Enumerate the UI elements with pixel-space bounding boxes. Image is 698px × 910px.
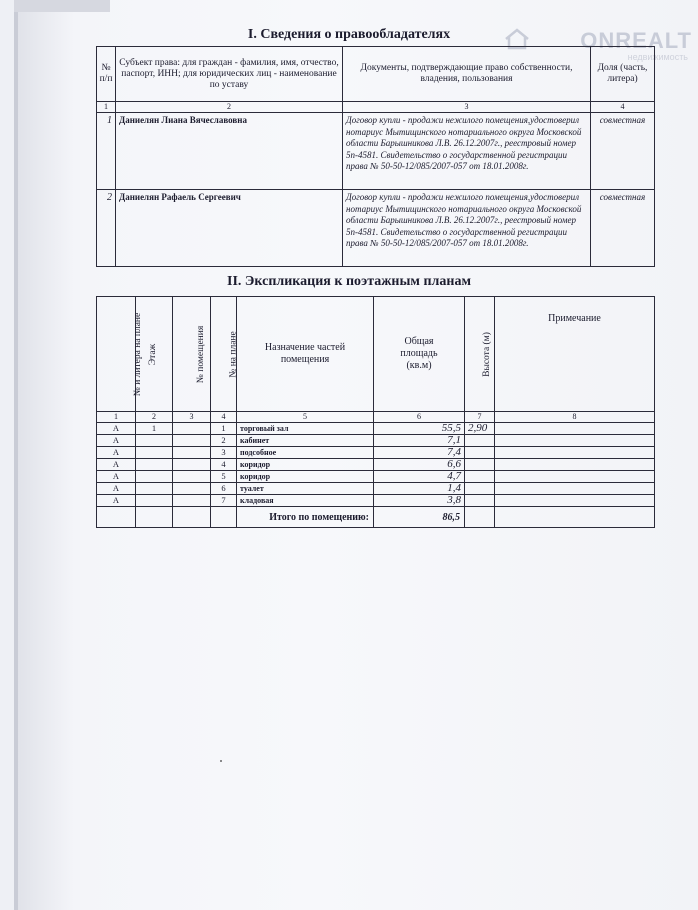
- table-row: [97, 435, 655, 447]
- owner-no: 1: [97, 113, 116, 190]
- row-room: [173, 435, 211, 447]
- header-height-cell: [465, 297, 495, 412]
- colnum: 4: [591, 102, 655, 113]
- paper-speck: [220, 760, 222, 762]
- row-litera: А: [97, 423, 136, 435]
- owners-table: [96, 46, 655, 267]
- row-plan-no: 5: [211, 471, 237, 483]
- header-share: Доля (часть, литера): [591, 47, 655, 102]
- owner-row: [97, 190, 655, 267]
- row-height: [465, 495, 495, 507]
- row-room: [173, 471, 211, 483]
- row-purpose: подсобное: [237, 447, 374, 459]
- row-floor: [136, 447, 173, 459]
- total-empty: [495, 507, 655, 528]
- owners-colnum-row: [97, 102, 655, 113]
- header-room: № помещения: [196, 325, 207, 384]
- table-row: [97, 447, 655, 459]
- colnum: 7: [465, 412, 495, 423]
- row-room: [173, 459, 211, 471]
- row-area: 1,4: [374, 483, 465, 495]
- header-purpose: Назначение частей помещения: [264, 342, 346, 365]
- row-area: 4,7: [374, 471, 465, 483]
- header-area: Общая площадь (кв.м): [400, 336, 438, 371]
- page-corner-shadow: [14, 0, 110, 12]
- colnum: 1: [97, 102, 116, 113]
- row-note: [495, 471, 655, 483]
- owner-share: совместная: [591, 113, 655, 190]
- table-row: [97, 495, 655, 507]
- row-purpose: кладовая: [237, 495, 374, 507]
- header-litera: № и литера на плане: [133, 312, 144, 397]
- header-subject: Субъект права: для граждан - фамилия, имя, отчество, паспорт, ИНН; для юридических лиц - наименование по уставу: [116, 47, 343, 102]
- row-room: [173, 447, 211, 459]
- page-fold-shadow: [14, 0, 18, 910]
- header-plan-no: № на плане: [228, 331, 239, 378]
- header-note-cell: [495, 297, 655, 412]
- row-litera: А: [97, 435, 136, 447]
- row-litera: А: [97, 447, 136, 459]
- row-note: [495, 459, 655, 471]
- header-note: Примечание: [548, 313, 601, 324]
- total-value: 86,5: [374, 507, 465, 528]
- row-plan-no: 6: [211, 483, 237, 495]
- row-purpose: торговый зал: [237, 423, 374, 435]
- row-note: [495, 447, 655, 459]
- total-empty: [211, 507, 237, 528]
- row-height: [465, 447, 495, 459]
- row-purpose: коридор: [237, 459, 374, 471]
- row-floor: [136, 435, 173, 447]
- row-room: [173, 423, 211, 435]
- total-empty: [136, 507, 173, 528]
- row-area: 55,5: [374, 423, 465, 435]
- colnum: 3: [343, 102, 591, 113]
- row-height: [465, 483, 495, 495]
- row-plan-no: 2: [211, 435, 237, 447]
- section1-title: I. Сведения о правообладателях: [247, 27, 451, 42]
- owner-name: Даниелян Рафаель Сергеевич: [116, 190, 343, 267]
- table-row: [97, 423, 655, 435]
- explication-colnum-row: [97, 412, 655, 423]
- owner-name: Даниелян Лиана Вячеславовна: [116, 113, 343, 190]
- row-note: [495, 435, 655, 447]
- owner-row: [97, 113, 655, 190]
- row-plan-no: 7: [211, 495, 237, 507]
- row-purpose: коридор: [237, 471, 374, 483]
- row-plan-no: 3: [211, 447, 237, 459]
- header-planno-cell: [211, 297, 237, 412]
- row-note: [495, 423, 655, 435]
- row-floor: [136, 495, 173, 507]
- row-floor: [136, 483, 173, 495]
- row-note: [495, 483, 655, 495]
- row-floor: [136, 459, 173, 471]
- header-room-cell: [173, 297, 211, 412]
- header-docs: Документы, подтверждающие право собственности, владения, пользования: [343, 47, 591, 102]
- row-area: 3,8: [374, 495, 465, 507]
- colnum: 2: [136, 412, 173, 423]
- total-empty: [173, 507, 211, 528]
- row-floor: [136, 471, 173, 483]
- owner-share: совместная: [591, 190, 655, 267]
- row-plan-no: 4: [211, 459, 237, 471]
- row-floor: 1: [136, 423, 173, 435]
- table-row: [97, 483, 655, 495]
- owner-document: Договор купли - продажи нежилого помещения,удостоверил нотариус Мытищинского нотариального округа Московской области Барышникова Л.В. 26.12.2007г., реестровый номер 5п-4581. Свидетельство о государственной регистрации права № 50-50-12/085/2007-057 от 18.01.2008г.: [343, 190, 591, 267]
- header-purpose-cell: [237, 297, 374, 412]
- colnum: 3: [173, 412, 211, 423]
- header-area-cell: [374, 297, 465, 412]
- colnum: 2: [116, 102, 343, 113]
- owners-header-row: [97, 47, 655, 102]
- row-room: [173, 495, 211, 507]
- total-empty: [465, 507, 495, 528]
- table-row: [97, 459, 655, 471]
- row-note: [495, 495, 655, 507]
- colnum: 8: [495, 412, 655, 423]
- row-room: [173, 483, 211, 495]
- row-height: [465, 459, 495, 471]
- watermark-text: ONREALT: [580, 28, 692, 53]
- header-litera-cell: [97, 297, 144, 412]
- section2-title: II. Экспликация к поэтажным планам: [227, 274, 471, 289]
- watermark-subtext: недвижимость: [627, 52, 688, 62]
- row-area: 7,4: [374, 447, 465, 459]
- header-floor: Этаж: [148, 343, 159, 366]
- explication-table: [96, 296, 655, 528]
- row-purpose: кабинет: [237, 435, 374, 447]
- colnum: 1: [97, 412, 136, 423]
- colnum: 5: [237, 412, 374, 423]
- row-litera: А: [97, 459, 136, 471]
- colnum: 6: [374, 412, 465, 423]
- row-litera: А: [97, 495, 136, 507]
- total-empty: [97, 507, 136, 528]
- explication-header-row: [97, 297, 655, 412]
- header-no: № п/п: [97, 47, 116, 102]
- colnum: 4: [211, 412, 237, 423]
- row-height: [465, 471, 495, 483]
- row-purpose: туалет: [237, 483, 374, 495]
- row-area: 7,1: [374, 435, 465, 447]
- row-litera: А: [97, 471, 136, 483]
- total-label: Итого по помещению:: [237, 507, 374, 528]
- row-area: 6,6: [374, 459, 465, 471]
- header-height: Высота (м): [481, 332, 492, 377]
- row-litera: А: [97, 483, 136, 495]
- table-row: [97, 471, 655, 483]
- owner-no: 2: [97, 190, 116, 267]
- row-height: [465, 435, 495, 447]
- total-row: [97, 507, 655, 528]
- owner-document: Договор купли - продажи нежилого помещения,удостоверил нотариус Мытищинского нотариального округа Московской области Барышникова Л.В. 26.12.2007г., реестровый номер 5п-4581. Свидетельство о государственной регистрации права № 50-50-12/085/2007-057 от 18.01.2008г.: [343, 113, 591, 190]
- row-plan-no: 1: [211, 423, 237, 435]
- row-height: 2,90: [465, 423, 495, 435]
